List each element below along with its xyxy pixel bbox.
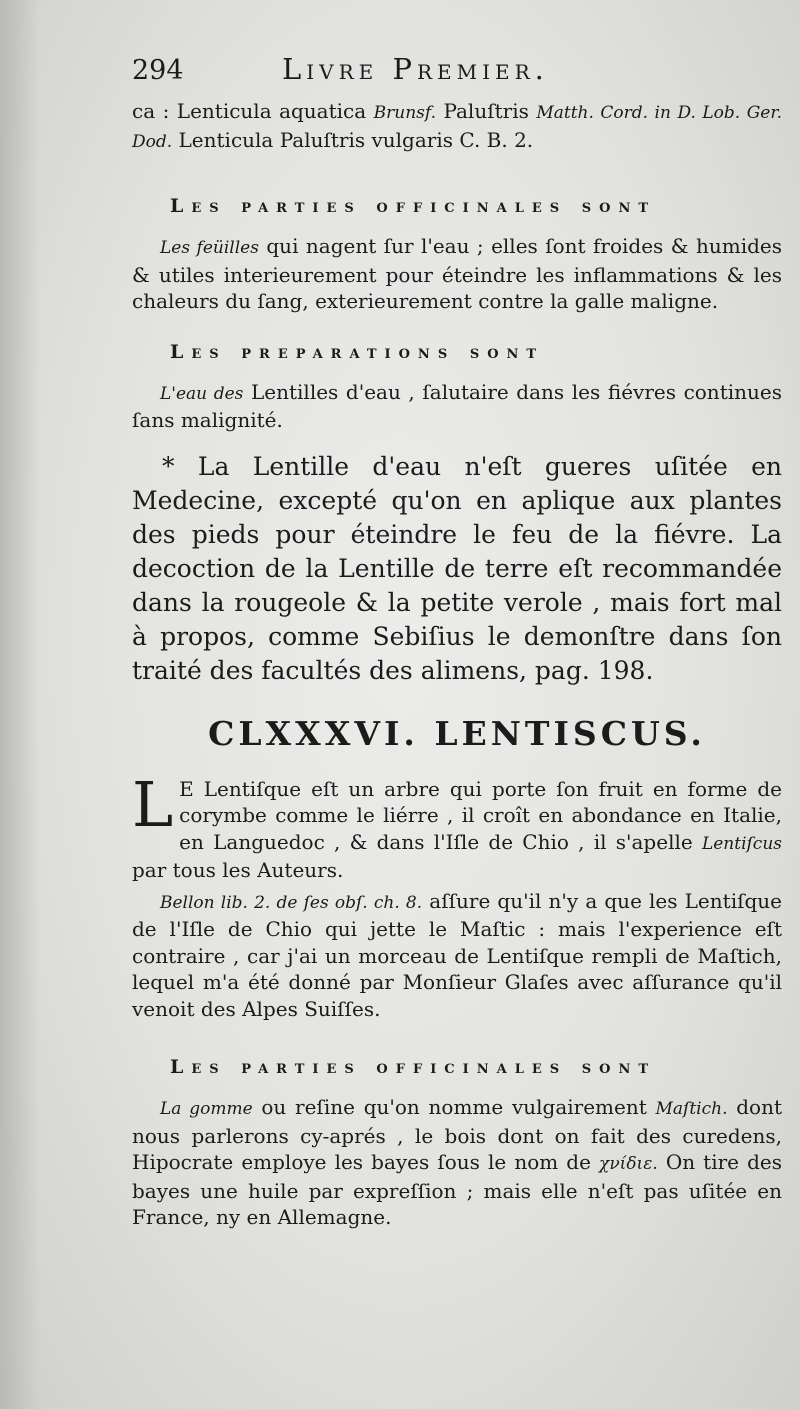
preparations-text: Lentilles d'eau , ſalutaire dans les fiévres continues ſans malignité.: [132, 379, 782, 432]
chapter-paragraph-2: [132, 888, 782, 1023]
section-heading-preparations: Les preparations sont: [170, 340, 545, 363]
officinal2-text-2: dont nous parlerons cy-aprés , le bois dont on fait des curedens, Hipocrate employe les bayes ſous le nom de: [132, 1095, 782, 1174]
officinal2-text-3: On tire des bayes une huile par expreſſion ; mais elle n'eſt pas uſitée en France, ny en Allemagne.: [132, 1150, 782, 1229]
section-heading-officinal: Les parties officinales sont: [170, 195, 657, 217]
page-edge-shadow: [0, 0, 40, 1409]
officinal2-italic-mastich: Maſtich.: [655, 1099, 728, 1119]
officinal2-text-1: ou reſine qu'on nomme vulgairement: [252, 1095, 656, 1119]
chapter-title: CLXXXVI. LENTISCUS.: [208, 713, 706, 753]
intro-text-mid: Paluſtris: [435, 99, 537, 123]
intro-italic-author: Brunsf.: [373, 103, 436, 123]
officinal-lead: Les feüilles: [160, 238, 259, 258]
drop-cap-letter: L: [132, 767, 174, 841]
officinal-text: qui nagent ſur l'eau ; elles ſont froides & humides & utiles interieurement pour éteindre les inflammations & les chaleurs du ſang, exterieurement contre la galle maligne.: [132, 234, 783, 313]
chapter-paragraph-1: [132, 767, 782, 884]
running-title: Livre Premier.: [282, 52, 549, 86]
chapter-p2-citation: Bellon lib. 2. de ſes obſ. ch. 8.: [160, 892, 423, 913]
officinal-paragraph-2: [132, 1094, 782, 1231]
section-heading-officinal-2: Les parties officinales sont: [170, 1056, 657, 1078]
intro-italic-authors: Matth. Cord. in D. Lob. Ger. Dod.: [132, 103, 782, 152]
intro-text-end: Lenticula Paluſtris vulgaris C. B. 2.: [172, 127, 534, 152]
chapter-p1-italic: Lentiſcus: [701, 833, 782, 854]
page-number: 294: [132, 55, 184, 86]
intro-paragraph: [132, 98, 782, 155]
officinal2-lead: La gomme: [160, 1099, 253, 1119]
officinal-paragraph: [132, 233, 782, 315]
chapter-p1-end: par tous les Auteurs.: [132, 858, 344, 882]
intro-text-start: ca : Lenticula aquatica: [132, 99, 374, 123]
officinal2-greek-word: χνίδιε.: [599, 1154, 658, 1174]
preparations-paragraph: [132, 379, 782, 434]
chapter-p1-text: E Lentiſque eſt un arbre qui porte ſon fruit en forme de corymbe comme le liérre , il croît en abondance en Italie, en Languedoc , & dans l'Iſle de Chio , il s'apelle: [179, 776, 782, 854]
page-content: [132, 52, 782, 1231]
chapter-p2-text: aſſure qu'il n'y a que les Lentiſque de l'Iſle de Chio qui jette le Maſtic : mais l'experience eſt contraire , car j'ai un morceau de Lentiſque rempli de Maſtich, lequel m'a été donné par Monſieur Glaſes avec aſſurance qu'il venoit des Alpes Suiſſes.: [132, 888, 783, 1021]
preparations-lead: L'eau des: [160, 383, 244, 404]
annotation-note: * La Lentille d'eau n'eſt gueres uſitée en Medecine, excepté qu'on en aplique aux plantes des pieds pour éteindre le feu de la fiévre. La decoction de la Lentille de terre eſt recommandée dans la rougeole & la petite verole , mais fort mal à propos, comme Sebiſius le demonſtre dans ſon traité des facultés des alimens, pag. 198.: [132, 451, 782, 685]
page-header: [132, 52, 782, 98]
